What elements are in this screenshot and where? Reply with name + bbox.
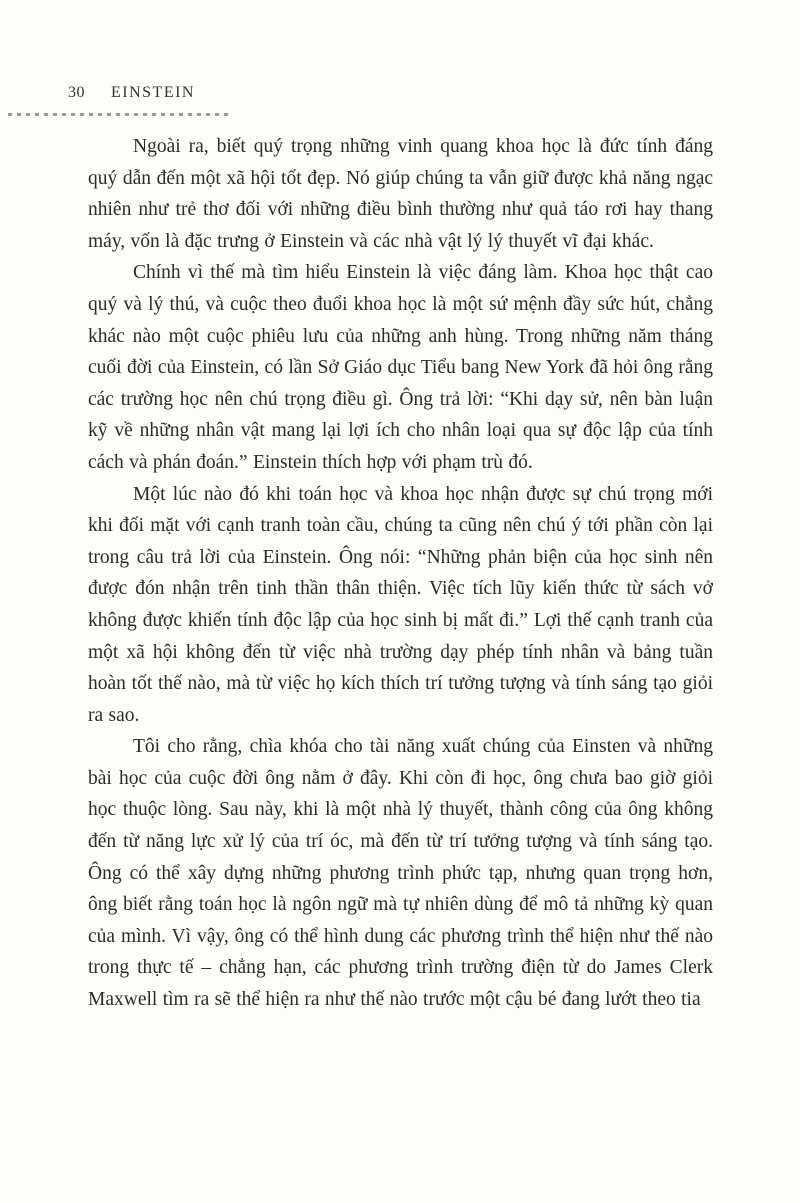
running-title: EINSTEIN — [111, 84, 195, 101]
paragraph: Chính vì thế mà tìm hiểu Einstein là việc đáng làm. Khoa học thật cao quý và lý thú, và cuộc theo đuổi khoa học là một sứ mệnh đầy sức hút, chẳng khác nào một cuộc phiêu lưu của những anh hùng. Trong những năm tháng cuối đời của Einstein, có lần Sở Giáo dục Tiểu bang New York đã hỏi ông rằng các trường học nên chú trọng điều gì. Ông trả lời: “Khi dạy sử, nên bàn luận kỹ về những nhân vật mang lại lợi ích cho nhân loại qua sự độc lập của tính cách và phán đoán.” Einstein thích hợp với phạm trù đó. — [88, 262, 713, 473]
paragraph: Tôi cho rằng, chìa khóa cho tài năng xuất chúng của Einsten và những bài học của cuộc đời ông nằm ở đây. Khi còn đi học, ông chưa bao giờ giỏi học thuộc lòng. Sau này, khi là một nhà lý thuyết, thành công của ông không đến từ năng lực xử lý của trí óc, mà đến từ trí tưởng tượng và tính sáng tạo. Ông có thể xây dựng những phương trình phức tạp, nhưng quan trọng hơn, ông biết rằng toán học là ngôn ngữ mà tự nhiên dùng để mô tả những kỳ quan của mình. Vì vậy, ông có thể hình dung các phương trình thể hiện như thế nào trong thực tế – chẳng hạn, các phương trình trường điện từ do James Clerk Maxwell tìm ra sẽ thể hiện ra như thế nào trước một cậu bé đang lướt theo tia — [88, 736, 713, 1011]
paragraph: Một lúc nào đó khi toán học và khoa học nhận được sự chú trọng mới khi đối mặt với cạnh tranh toàn cầu, chúng ta cũng nên chú ý tới phần còn lại trong câu trả lời của Einstein. Ông nói: “Những phản biện của học sinh nên được đón nhận trên tinh thần thân thiện. Việc tích lũy kiến thức từ sách vở không được khiến tính độc lập của học sinh bị mất đi.” Lợi thế cạnh tranh của một xã hội không đến từ việc nhà trường dạy phép tính nhân và bảng tuần hoàn tốt thế nào, mà từ việc họ kích thích trí tưởng tượng và tính sáng tạo giỏi ra sao. — [88, 483, 713, 726]
header-dotted-rule — [8, 113, 229, 116]
page-number: 30 — [68, 84, 85, 101]
body-text — [88, 131, 713, 1016]
paragraph: Ngoài ra, biết quý trọng những vinh quang khoa học là đức tính đáng quý dẫn đến một xã hội tốt đẹp. Nó giúp chúng ta vẫn giữ được khả năng ngạc nhiên như trẻ thơ đối với những điều bình thường như quả táo rơi hay thang máy, vốn là đặc trưng ở Einstein và các nhà vật lý lý thuyết vĩ đại khác. — [88, 136, 713, 252]
page-header — [68, 84, 195, 102]
